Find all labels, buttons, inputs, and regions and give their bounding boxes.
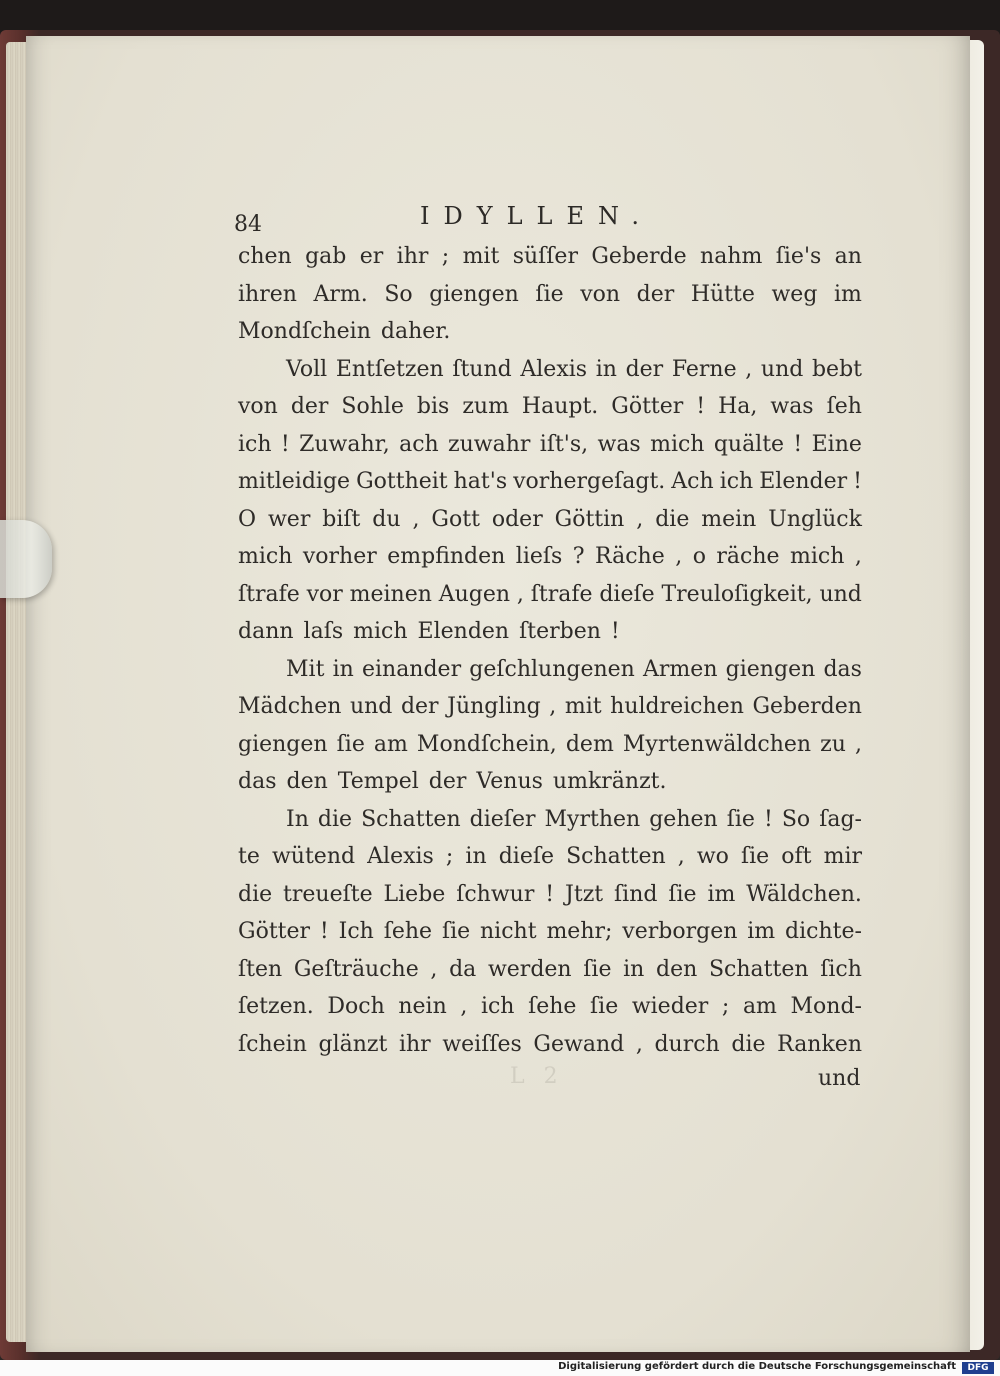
- word: ſie: [590, 994, 619, 1019]
- word: huldreichen: [610, 694, 744, 719]
- word: Elender: [759, 469, 848, 494]
- word: vor: [306, 581, 343, 607]
- text-line: [238, 988, 862, 1026]
- word: ;: [721, 994, 730, 1019]
- word: o: [692, 544, 706, 569]
- word: ;: [441, 244, 450, 269]
- word: Myrtenwäldchen: [622, 731, 812, 757]
- word: ſie: [336, 731, 365, 757]
- word: was: [597, 431, 641, 457]
- word: Geberden: [752, 694, 862, 719]
- word: ,: [675, 544, 683, 569]
- word: an: [834, 244, 862, 269]
- text-line: [238, 1026, 862, 1064]
- word: zuwahr: [448, 431, 531, 457]
- word: ſten: [238, 956, 283, 982]
- word: den: [286, 769, 328, 794]
- word: Schatten: [708, 956, 809, 982]
- word: Mit: [286, 656, 325, 682]
- word: Jüngling: [447, 694, 541, 719]
- word: einander: [361, 656, 462, 682]
- text-line: [238, 388, 862, 426]
- text-line: [238, 426, 862, 464]
- word: ,: [412, 506, 420, 532]
- running-head: IDYLLEN.: [420, 202, 654, 230]
- word: am: [742, 994, 777, 1019]
- word: bis: [416, 394, 450, 419]
- word: Venus: [476, 769, 543, 794]
- word: Räche: [595, 544, 665, 569]
- word: Mondſchein: [238, 319, 371, 344]
- text-line: [238, 726, 862, 764]
- word: ſetzen.: [238, 994, 314, 1019]
- word: Jtzt: [565, 881, 604, 907]
- word: Ferne: [671, 356, 737, 382]
- word: quälte: [713, 431, 785, 457]
- text-line: [238, 351, 862, 389]
- word: und: [760, 356, 804, 382]
- word: du: [372, 506, 401, 532]
- word: In: [286, 806, 309, 832]
- word: der: [428, 769, 467, 794]
- word: umkränzt.: [552, 769, 667, 794]
- word: Augen: [438, 581, 511, 607]
- word: !: [853, 469, 862, 494]
- word: wieder: [631, 994, 709, 1019]
- text-line: [238, 538, 862, 576]
- word: mich: [353, 619, 408, 644]
- word: das: [823, 656, 862, 682]
- word: mit: [462, 244, 500, 269]
- word: ,: [635, 1031, 643, 1057]
- word: giengen: [238, 731, 328, 757]
- word: treueſte: [283, 881, 373, 907]
- word: oder: [491, 506, 543, 532]
- word: daher.: [380, 319, 451, 344]
- word: mich: [238, 544, 293, 569]
- word: dann: [238, 619, 294, 644]
- word: !: [763, 806, 773, 832]
- word: von: [238, 394, 278, 419]
- word: vorhergeſagt.: [513, 469, 666, 494]
- word: mich: [650, 431, 705, 457]
- word: ſie: [441, 919, 471, 944]
- word: ihr: [398, 1031, 431, 1057]
- text-line: [238, 576, 862, 614]
- word: So: [781, 806, 811, 832]
- word: lieſs: [515, 544, 563, 569]
- word: Treuloſigkeit,: [661, 581, 813, 607]
- word: Ha,: [718, 394, 758, 419]
- word: den: [656, 956, 698, 982]
- word: ich: [719, 469, 754, 494]
- word: Ranken: [777, 1031, 862, 1057]
- text-line: [238, 501, 862, 539]
- word: ach: [399, 431, 439, 457]
- word: ſchwur: [456, 881, 535, 907]
- word: von: [580, 281, 621, 307]
- word: er: [359, 244, 384, 269]
- word: meinen: [349, 581, 432, 607]
- word: vorher: [302, 544, 377, 569]
- word: iſt's,: [539, 431, 589, 457]
- word: im: [833, 281, 862, 307]
- word: Eine: [811, 431, 862, 457]
- word: ſag-: [819, 806, 862, 832]
- word: mitleidige: [238, 469, 351, 494]
- catchword: und: [818, 1066, 861, 1091]
- word: der: [625, 356, 664, 382]
- word: empfinden: [387, 544, 506, 569]
- text-line: [238, 276, 862, 314]
- word: mir: [823, 844, 862, 869]
- word: ſie: [726, 806, 755, 832]
- word: Wäldchen.: [746, 881, 862, 907]
- word: Gottheit: [356, 469, 448, 494]
- word: weiſſes: [442, 1031, 522, 1057]
- word: der: [400, 694, 439, 719]
- word: mehr;: [546, 919, 613, 944]
- text-line: [238, 838, 862, 876]
- text-line: [238, 313, 862, 351]
- word: dieſe: [498, 844, 555, 869]
- word: nahm: [700, 244, 763, 269]
- word: wer: [267, 506, 311, 532]
- word: oft: [781, 844, 812, 869]
- word: mit: [564, 694, 602, 719]
- word: Arm.: [313, 281, 368, 307]
- word: die: [238, 881, 273, 907]
- word: was: [770, 394, 814, 419]
- word: ich: [238, 431, 272, 457]
- word: dichte-: [785, 919, 862, 944]
- word: Göttin: [554, 506, 625, 532]
- word: in: [623, 956, 645, 982]
- footer-credit: Digitalisierung gefördert durch die Deutsche Forschungsgemeinschaft: [558, 1361, 956, 1372]
- body-text: [238, 238, 862, 1063]
- word: ſchein: [238, 1031, 307, 1057]
- word: !: [319, 919, 329, 944]
- word: im: [707, 881, 736, 907]
- word: glänzt: [318, 1031, 388, 1057]
- word: ſie's: [775, 244, 822, 269]
- text-line: [238, 876, 862, 914]
- word: die: [731, 1031, 766, 1057]
- word: ihren: [238, 281, 297, 307]
- word: in: [595, 356, 617, 382]
- word: wo: [696, 844, 729, 869]
- word: das: [238, 769, 277, 794]
- word: nicht: [480, 919, 537, 944]
- word: mich: [790, 544, 845, 569]
- word: Mädchen: [238, 694, 342, 719]
- word: giengen: [725, 656, 816, 682]
- word: wütend: [271, 844, 356, 869]
- word: Geberde: [591, 244, 687, 269]
- word: !: [280, 431, 290, 457]
- word: der: [290, 394, 329, 419]
- word: Voll: [286, 356, 328, 382]
- word: ſtrafe: [238, 581, 300, 607]
- word: gehen: [649, 806, 718, 832]
- word: laſs: [303, 619, 344, 644]
- word: ihr: [396, 244, 429, 269]
- word: süſſer: [512, 244, 578, 269]
- word: weg: [771, 281, 818, 307]
- word: ,: [854, 731, 862, 757]
- word: Elenden: [417, 619, 510, 644]
- word: in: [332, 656, 354, 682]
- word: geſchlungenen: [469, 656, 635, 682]
- word: Entſetzen: [335, 356, 444, 382]
- word: ſehe: [383, 919, 433, 944]
- word: ſie: [583, 956, 612, 982]
- word: dieſe: [599, 581, 655, 607]
- word: Haupt.: [521, 394, 599, 419]
- word: !: [696, 394, 706, 419]
- word: !: [610, 619, 620, 644]
- word: Schatten: [566, 844, 666, 869]
- page-clip: [0, 520, 52, 598]
- text-line: [238, 238, 862, 276]
- word: ſie: [535, 281, 564, 307]
- word: werden: [487, 956, 572, 982]
- word: Mond-: [790, 994, 862, 1019]
- word: giengen: [429, 281, 519, 307]
- word: ſehe: [528, 994, 577, 1019]
- word: chen: [238, 244, 292, 269]
- word: bebt: [811, 356, 862, 382]
- word: ſtund: [452, 356, 512, 382]
- word: da: [449, 956, 477, 982]
- word: dieſer: [469, 806, 536, 832]
- word: ,: [854, 544, 862, 569]
- word: Geſträuche: [293, 956, 419, 982]
- word: ſtrafe: [530, 581, 593, 607]
- word: die: [655, 506, 690, 532]
- word: ,: [677, 844, 685, 869]
- word: verborgen: [622, 919, 738, 944]
- text-line: [238, 463, 862, 501]
- word: Götter: [611, 394, 684, 419]
- word: und: [349, 694, 393, 719]
- text-line: [238, 913, 862, 951]
- word: ſich: [820, 956, 862, 982]
- word: der: [636, 281, 675, 307]
- word: die: [317, 806, 353, 832]
- word: ?: [572, 544, 585, 569]
- word: Armen: [643, 656, 718, 682]
- text-line: [238, 651, 862, 689]
- word: zu: [820, 731, 846, 757]
- page-number: 84: [234, 212, 262, 237]
- word: ,: [430, 956, 438, 982]
- word: Gott: [431, 506, 480, 532]
- word: ,: [460, 994, 468, 1019]
- word: ich: [480, 994, 515, 1019]
- word: Alexis: [367, 844, 434, 869]
- text-line: [238, 951, 862, 989]
- word: Sohle: [341, 394, 404, 419]
- word: biſt: [322, 506, 361, 532]
- word: gab: [305, 244, 347, 269]
- word: am: [373, 731, 408, 757]
- word: ,: [745, 356, 753, 382]
- word: räche: [716, 544, 780, 569]
- word: und: [819, 581, 862, 607]
- word: im: [747, 919, 776, 944]
- word: !: [793, 431, 803, 457]
- word: Unglück: [768, 506, 862, 532]
- word: Gewand: [533, 1031, 625, 1057]
- word: te: [238, 844, 260, 869]
- word: ,: [549, 694, 557, 719]
- word: Myrthen: [544, 806, 641, 832]
- word: ;: [445, 844, 454, 869]
- word: Zuwahr,: [299, 431, 390, 457]
- word: Doch: [327, 994, 385, 1019]
- word: Schatten: [361, 806, 461, 832]
- word: !: [545, 881, 555, 907]
- dfg-logo: DFG: [962, 1362, 994, 1374]
- word: ,: [636, 506, 644, 532]
- word: Ach: [671, 469, 714, 494]
- word: zum: [462, 394, 509, 419]
- word: nein: [398, 994, 447, 1019]
- word: ſie: [740, 844, 770, 869]
- word: Tempel: [337, 769, 419, 794]
- word: dem: [565, 731, 614, 757]
- word: hat's: [453, 469, 508, 494]
- text-line: [238, 613, 862, 651]
- word: ,: [516, 581, 524, 607]
- word: in: [465, 844, 487, 869]
- word: Alexis: [520, 356, 588, 382]
- word: Hütte: [690, 281, 755, 307]
- word: ſind: [614, 881, 658, 907]
- text-line: [238, 688, 862, 726]
- word: mein: [701, 506, 757, 532]
- bleed-through-signature: L 2: [510, 1064, 564, 1089]
- word: O: [238, 506, 257, 532]
- word: Götter: [238, 919, 311, 944]
- word: ſterben: [519, 619, 601, 644]
- word: ſeh: [826, 394, 862, 419]
- word: Mondſchein,: [416, 731, 557, 757]
- word: Liebe: [383, 881, 446, 907]
- word: Ich: [338, 919, 374, 944]
- word: durch: [654, 1031, 720, 1057]
- text-line: [238, 763, 862, 801]
- word: ſie: [668, 881, 697, 907]
- word: So: [384, 281, 413, 307]
- text-line: [238, 801, 862, 839]
